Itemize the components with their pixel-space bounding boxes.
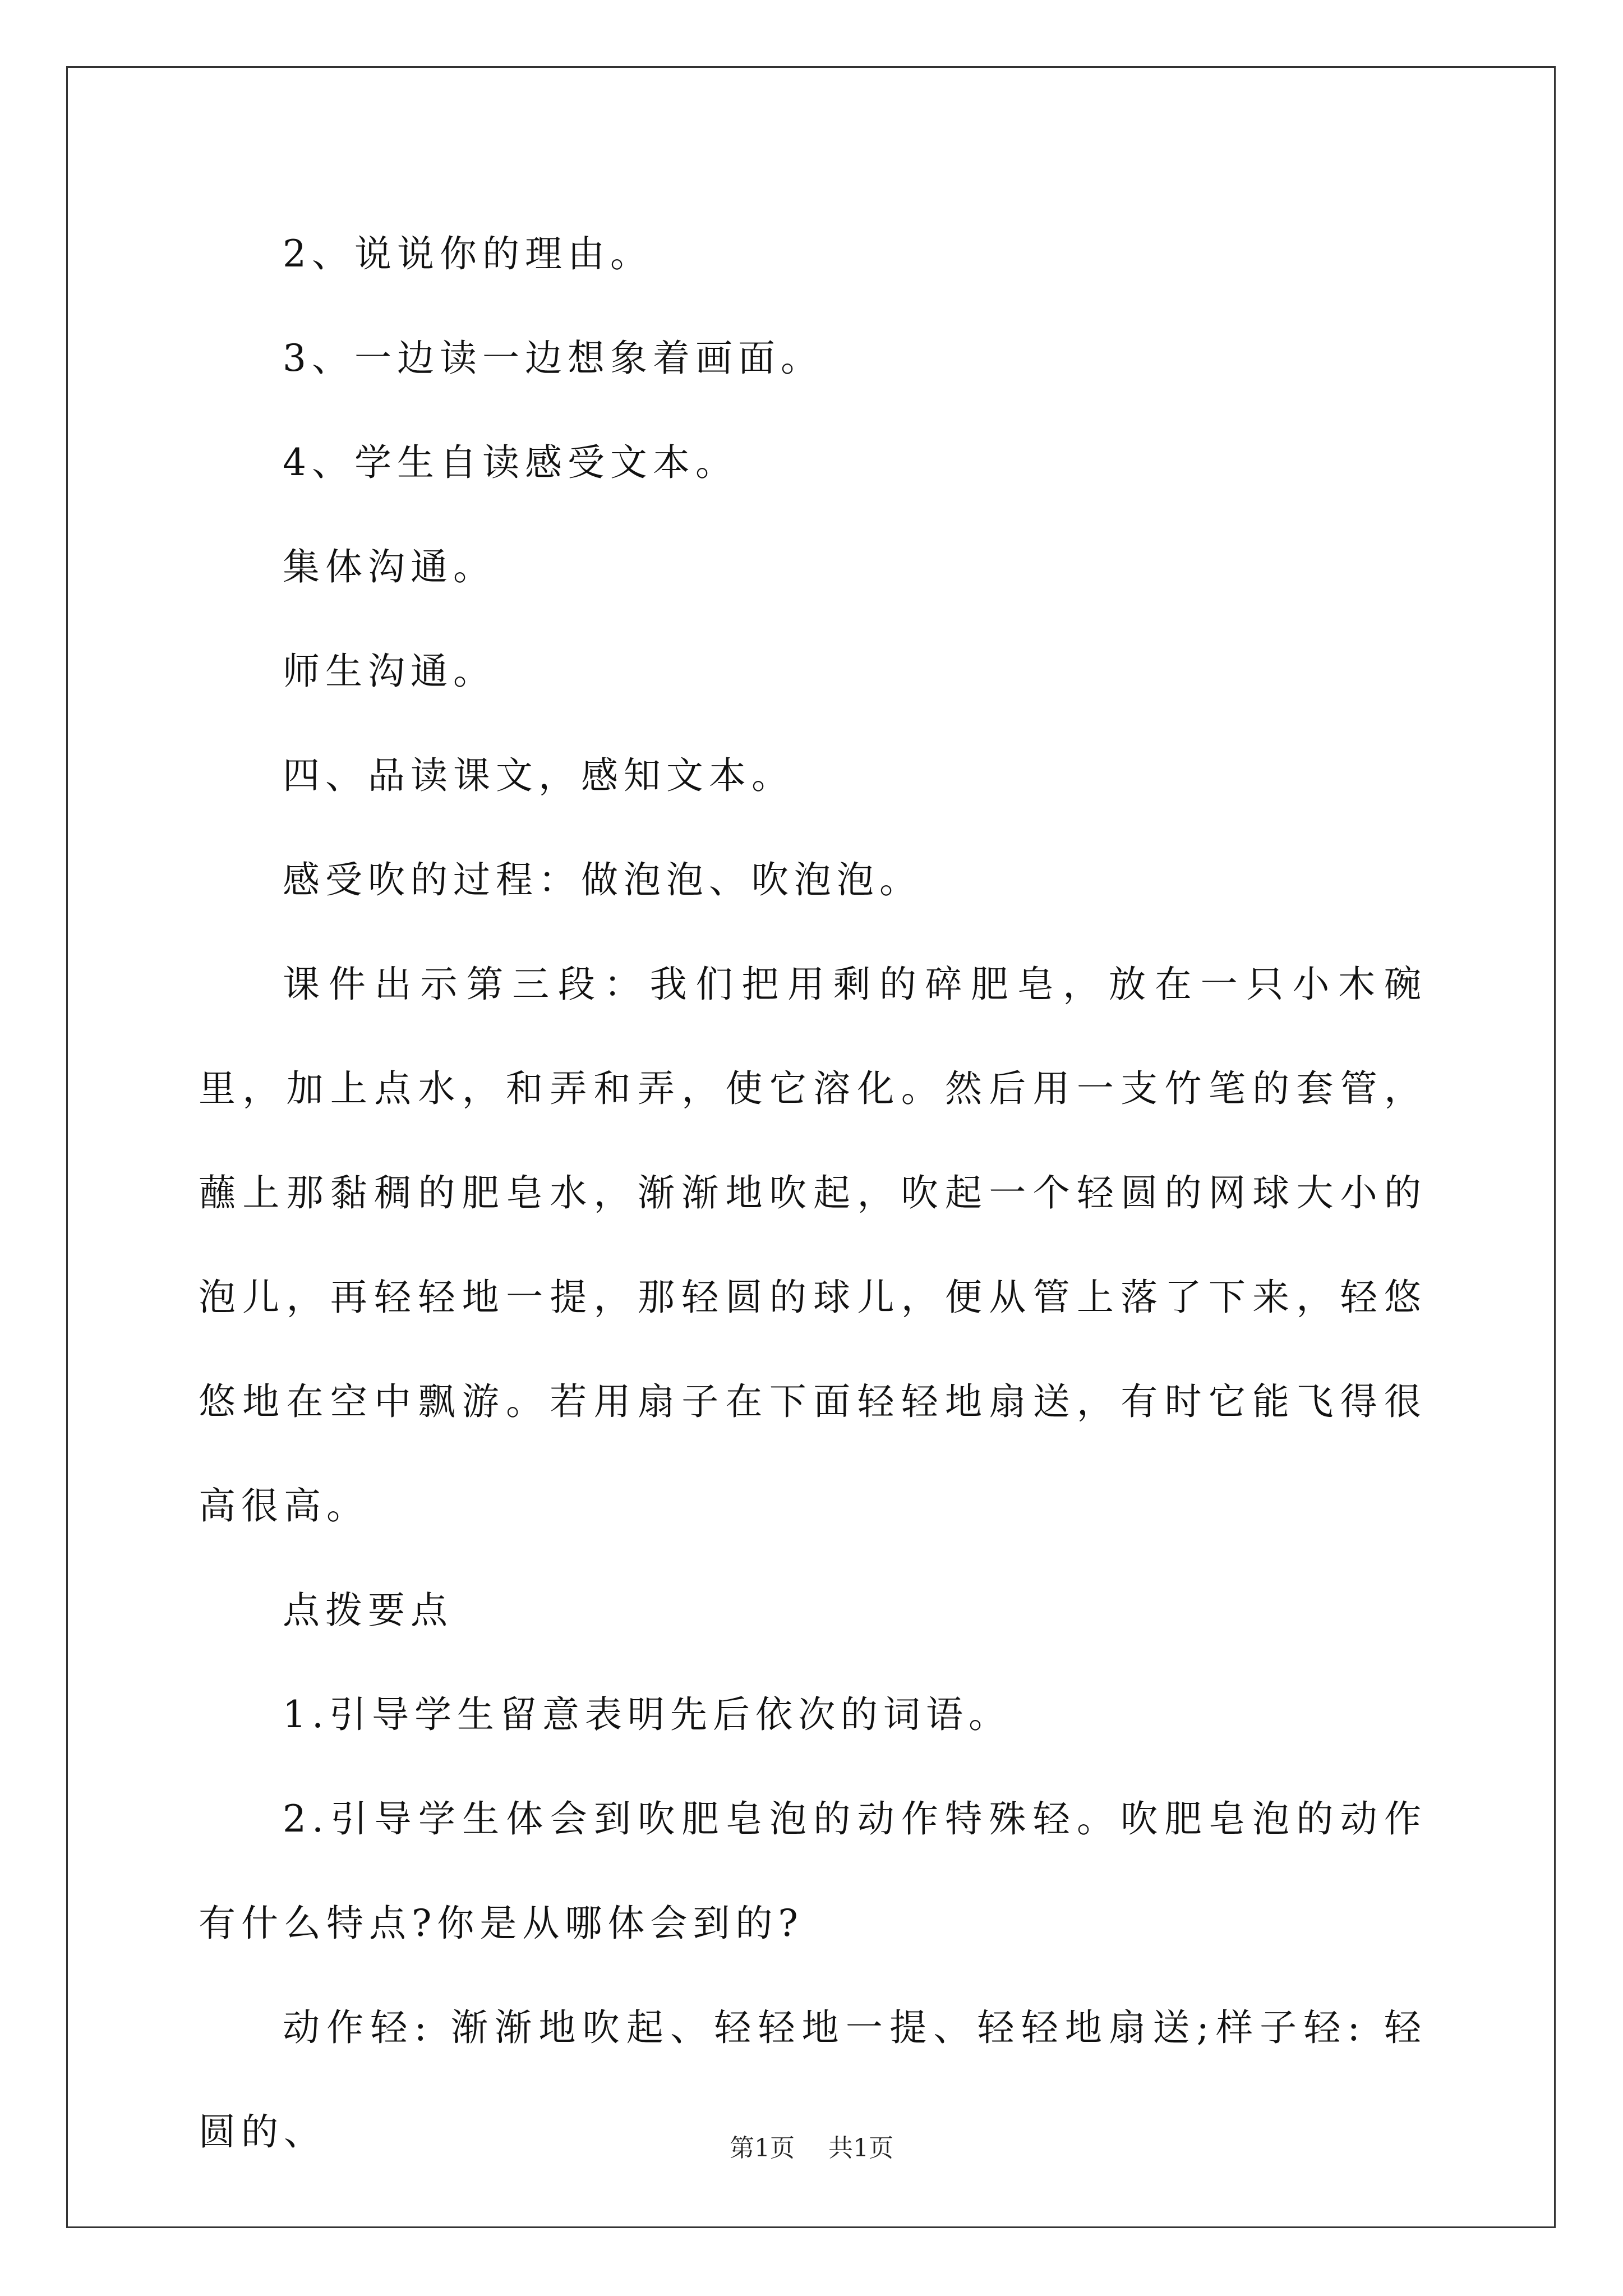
page-total: 共1页 <box>828 2134 893 2162</box>
paragraph: 感受吹的过程：做泡泡、吹泡泡。 <box>283 858 922 901</box>
paragraph: 2.引导学生体会到吹肥皂泡的动作特殊轻。吹肥皂泡的动作有什么特点?你是从哪体会到的? <box>199 1797 1427 1945</box>
paragraph: 1.引导学生留意表明先后依次的词语。 <box>283 1693 1011 1736</box>
paragraph: 点拨要点 <box>283 1589 453 1632</box>
document-body <box>199 202 1427 2184</box>
paragraph: 集体沟通。 <box>283 545 496 588</box>
paragraph: 4、学生自读感受文本。 <box>283 441 738 484</box>
paragraph: 3、一边读一边想象着画面。 <box>283 337 823 380</box>
paragraph: 动作轻: 渐渐地吹起、轻轻地一提、轻轻地扇送;样子轻: 轻圆的、 <box>199 2006 1427 2154</box>
paragraph: 2、说说你的理由。 <box>283 232 653 275</box>
paragraph: 课件出示第三段：我们把用剩的碎肥皂，放在一只小木碗里，加上点水，和弄和弄，使它溶化。然后用一支竹笔的套管，蘸上那黏稠的肥皂水，渐渐地吹起，吹起一个轻圆的网球大小的泡儿，再轻轻地一提，那轻圆的球儿，便从管上落了下来，轻悠悠地在空中飘游。若用扇子在下面轻轻地扇送，有时它能飞得很高很高。 <box>199 963 1427 1527</box>
page-footer <box>0 2132 1623 2165</box>
page-number: 第1页 <box>730 2134 795 2162</box>
paragraph: 师生沟通。 <box>283 650 496 693</box>
paragraph: 四、品读课文，感知文本。 <box>283 754 794 797</box>
